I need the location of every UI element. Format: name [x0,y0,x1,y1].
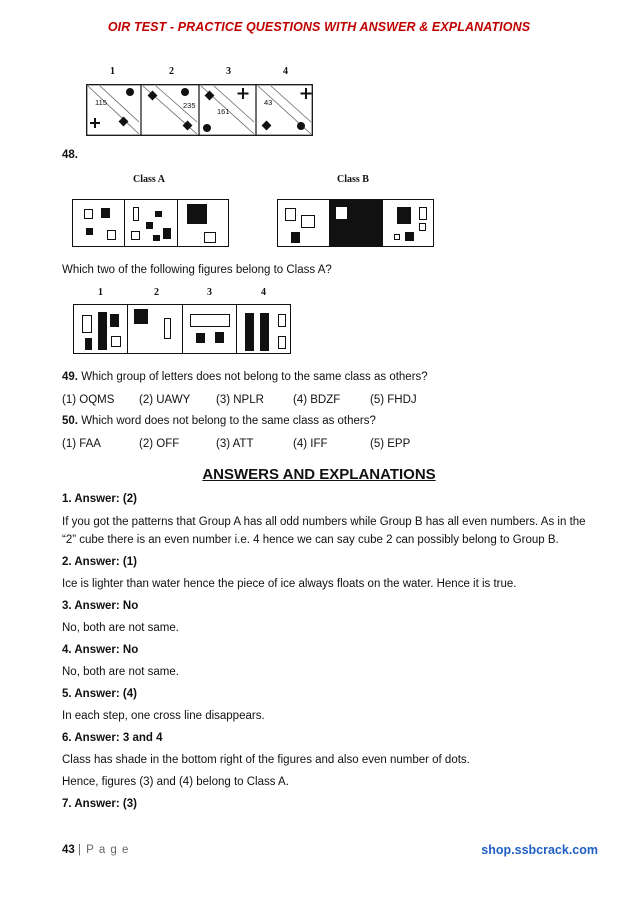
answer-6-line-2: Hence, figures (3) and (4) belong to Class A. [62,776,289,788]
option-cell-3 [183,305,237,353]
q50-option-4: (4) IFF [293,438,328,450]
option-cell-2 [128,305,183,353]
answer-4-line-1: No, both are not same. [62,666,179,678]
q49-option-2: (2) UAWY [139,394,191,406]
fig-number-4: 43 [264,98,273,107]
pattern-figure-strip [86,84,313,136]
class-b-figure [277,199,434,247]
fig-label-2: 2 [169,66,174,77]
q49-option-3: (3) NPLR [216,394,264,406]
q49-option-5: (5) FHDJ [370,394,417,406]
class-a-cell-1 [73,200,125,246]
fig-number-3: 161 [217,107,230,116]
footer-site-link[interactable]: shop.ssbcrack.com [481,843,598,857]
q48-options-figure [73,304,291,354]
q49-option-4: (4) BDZF [293,394,341,406]
answer-6-line-1: Class has shade in the bottom right of the figures and also even number of dots. [62,754,470,766]
answer-2-line-1: Ice is lighter than water hence the piece of ice always floats on the water. Hence it is true. [62,578,517,590]
fig-number-2: 235 [183,101,196,110]
answer-2-heading: 2. Answer: (1) [62,556,137,568]
option-label-3: 3 [207,287,212,298]
q50-number: 50. [62,415,78,427]
answer-1-line-2: “2” cube there is an even number i.e. 4 hence we can say cube 2 can possibly belong to Group B. [62,534,559,546]
fig-label-4: 4 [283,66,288,77]
class-a-cell-2 [125,200,178,246]
fig-label-3: 3 [226,66,231,77]
answer-5-line-1: In each step, one cross line disappears. [62,710,265,722]
class-a-cell-3 [178,200,230,246]
q50-text: Which word does not belong to the same class as others? [81,415,376,427]
q50-option-1: (1) FAA [62,438,101,450]
fig-label-1: 1 [110,66,115,77]
option-cell-4 [237,305,292,353]
class-a-label: Class A [133,174,165,185]
q50-option-2: (2) OFF [139,438,180,450]
q49-text: Which group of letters does not belong to the same class as others? [81,371,428,383]
option-label-4: 4 [261,287,266,298]
q49-number: 49. [62,371,78,383]
answer-1-line-1: If you got the patterns that Group A has all odd numbers while Group B has all even numbers. As in the [62,516,586,528]
answer-1-heading: 1. Answer: (2) [62,493,137,505]
class-b-label: Class B [337,174,369,185]
page-footer-number [62,844,129,856]
q49-question [62,371,428,383]
answer-6-heading: 6. Answer: 3 and 4 [62,732,163,744]
q50-option-3: (3) ATT [216,438,254,450]
q48-number: 48. [62,149,78,161]
class-b-cell-2 [330,200,383,246]
answers-section-title: ANSWERS AND EXPLANATIONS [202,466,436,483]
answer-5-heading: 5. Answer: (4) [62,688,137,700]
option-label-1: 1 [98,287,103,298]
q48-prompt: Which two of the following figures belong to Class A? [62,264,332,276]
answer-3-line-1: No, both are not same. [62,622,179,634]
page-label: | P a g e [78,844,130,856]
q50-question [62,415,376,427]
class-b-cell-1 [278,200,330,246]
answer-4-heading: 4. Answer: No [62,644,139,656]
pattern-figure-svg [86,84,313,136]
fig-number-1: 115 [95,98,107,107]
page-number: 43 [62,844,75,856]
q49-option-1: (1) OQMS [62,394,115,406]
option-label-2: 2 [154,287,159,298]
option-cell-1 [74,305,128,353]
answer-7-heading: 7. Answer: (3) [62,798,137,810]
page-header-title: OIR TEST - PRACTICE QUESTIONS WITH ANSWER & EXPLANATIONS [107,20,531,34]
class-b-cell-3 [383,200,435,246]
class-a-figure [72,199,229,247]
q50-option-5: (5) EPP [370,438,411,450]
answer-3-heading: 3. Answer: No [62,600,139,612]
